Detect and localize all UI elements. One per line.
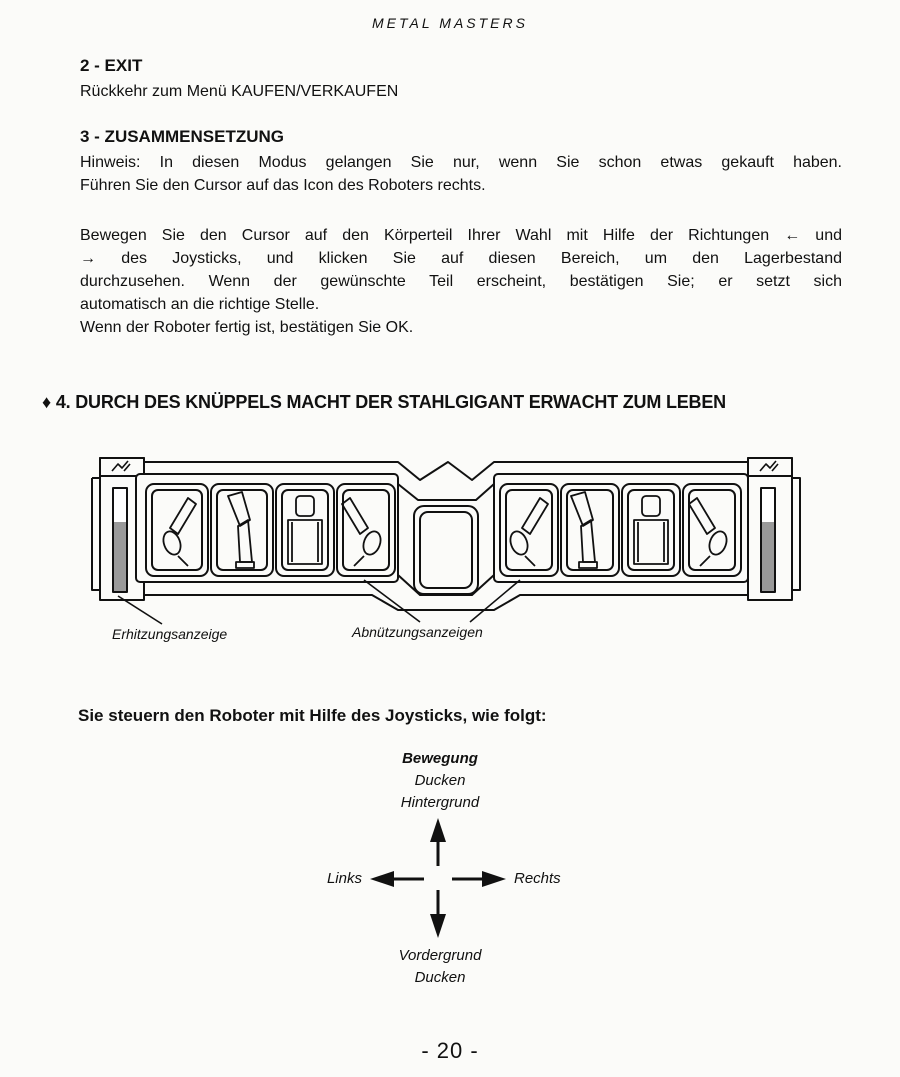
control-up-background: Hintergrund (400, 794, 480, 811)
exit-text: Rückkehr zum Menü KAUFEN/VERKAUFEN (80, 83, 399, 100)
assembly-note-line: Hinweis: In diesen Modus gelangen Sie nur, wenn Sie schon etwas gekauft haben. (80, 154, 842, 171)
assembly-line: durchzusehen. Wenn der gewünschte Teil erscheint, bestätigen Sie; er setzt sich (80, 273, 842, 290)
assembly-line: Wenn der Roboter fertig ist, bestätigen Sie OK. (80, 319, 414, 336)
control-up-title: Bewegung (402, 750, 478, 767)
control-right: Rechts (514, 870, 561, 887)
page-number: - 20 - (421, 1038, 479, 1063)
label-heat-gauge: Erhitzungsanzeige (112, 626, 228, 642)
control-down-labels (340, 945, 540, 989)
exit-heading: 2 - EXIT (80, 56, 143, 75)
section4-heading: 4. DURCH DES KNÜPPELS MACHT DER STAHLGIGANT ERWACHT ZUM LEBEN (55, 392, 726, 412)
controls-intro: Sie steuern den Roboter mit Hilfe des Joysticks, wie folgt: (78, 706, 547, 725)
assembly-note-line: Führen Sie den Cursor auf das Icon des Roboters rechts. (80, 177, 486, 194)
assembly-line: → des Joysticks, und klicken Sie auf diesen Bereich, um den Lagerbestand (80, 250, 842, 267)
control-down-foreground: Vordergrund (398, 947, 482, 964)
control-up-duck: Ducken (414, 772, 466, 789)
assembly-heading: 3 - ZUSAMMENSETZUNG (80, 127, 284, 146)
label-wear-gauges: Abnützungsanzeigen (352, 624, 483, 640)
control-left: Links (326, 870, 362, 887)
assembly-line: automatisch an die richtige Stelle. (80, 296, 320, 313)
assembly-line: Bewegen Sie den Cursor auf den Körperteil Ihrer Wahl mit Hilfe der Richtungen ← und (80, 227, 842, 244)
bullet-icon: ♦ (42, 392, 51, 412)
control-down-duck: Ducken (414, 969, 466, 986)
page-header: METAL MASTERS (372, 15, 528, 31)
